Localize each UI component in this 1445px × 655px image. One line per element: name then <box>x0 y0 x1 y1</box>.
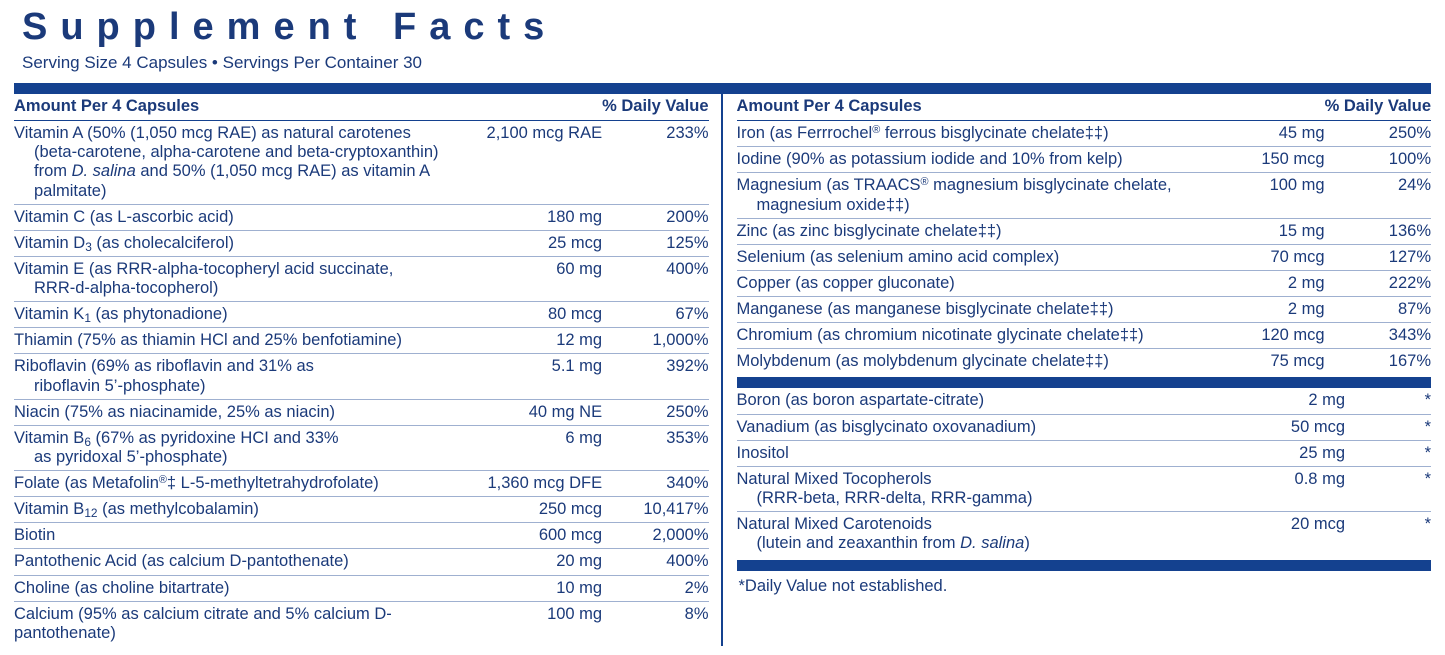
nutrient-amount: 600 mcg <box>462 523 602 549</box>
bottom-divider-bar <box>737 560 1432 571</box>
nutrient-daily-value: * <box>1424 515 1431 533</box>
nutrient-amount: 25 mg <box>1205 440 1345 466</box>
nutrient-name: Copper (as copper gluconate) <box>737 270 1185 296</box>
nutrient-name: Zinc (as zinc bisglycinate chelate‡‡) <box>737 218 1185 244</box>
nutrient-daily-value: 400% <box>602 256 708 301</box>
page-title: Supplement Facts <box>22 6 558 48</box>
nutrient-amount: 5.1 mg <box>462 354 602 399</box>
table-row <box>14 204 709 230</box>
table-row <box>737 270 1432 296</box>
table-header-row <box>737 94 1432 121</box>
nutrient-daily-value: 125% <box>602 230 708 256</box>
nutrient-name: Vanadium (as bisglycinato oxovanadium) <box>737 414 1206 440</box>
left-header-dv: % Daily Value <box>602 94 708 121</box>
nutrient-name: Vitamin $B_{12}$ (as methylcobalamin) <box>14 497 462 523</box>
nutrient-amount: 70 mcg <box>1185 244 1325 270</box>
nutrient-amount: 180 mg <box>462 204 602 230</box>
table-row <box>14 471 709 497</box>
nutrient-amount: 0.8 mg <box>1205 466 1345 511</box>
nutrient-amount: 12 mg <box>462 328 602 354</box>
nutrient-name: Magnesium (as TRAACS® magnesium bisglycinate chelate, magnesium oxide‡‡) <box>737 173 1185 218</box>
nutrient-name: Iron (as Ferrrochel® ferrous bisglycinate chelate‡‡) <box>737 121 1185 147</box>
table-row <box>14 497 709 523</box>
nutrient-name: Manganese (as manganese bisglycinate chelate‡‡) <box>737 297 1185 323</box>
nutrient-name: Molybdenum (as molybdenum glycinate chelate‡‡) <box>736 352 1109 371</box>
nutrient-name: Folate (as Metafolin®‡ L-5-methyltetrahydrofolate) <box>14 471 462 497</box>
nutrient-daily-value: 127% <box>1325 244 1431 270</box>
nutrient-amount: 2 mg <box>1185 270 1325 296</box>
nutrient-name: Natural Mixed Tocopherols (RRR-beta, RRR-delta, RRR-gamma) <box>737 466 1206 511</box>
left-table-body <box>14 94 709 646</box>
nutrient-name: Iodine (90% as potassium iodide and 10% from kelp) <box>737 147 1185 173</box>
nutrient-amount: 40 mg NE <box>462 399 602 425</box>
table-row <box>737 297 1432 323</box>
nutrient-name: Pantothenic Acid (as calcium D-pantothenate) <box>14 549 462 575</box>
nutrient-amount: 15 mg <box>1185 218 1325 244</box>
nutrient-name: Choline (as choline bitartrate) <box>14 575 462 601</box>
table-row <box>737 244 1432 270</box>
nutrient-amount: 2 mg <box>1185 297 1325 323</box>
right-header-spacer <box>1185 94 1325 121</box>
nutrient-name: Vitamin $D_3$ (as cholecalciferol) <box>14 230 462 256</box>
left-header-amount: Amount Per 4 Capsules <box>14 94 462 121</box>
nutrient-amount: 6 mg <box>462 425 602 470</box>
nutrient-daily-value: * <box>1345 440 1431 466</box>
table-row <box>14 425 709 470</box>
nutrient-daily-value: 200% <box>602 204 708 230</box>
nutrient-daily-value: 8% <box>684 604 709 623</box>
nutrient-daily-value: 10,417% <box>602 497 708 523</box>
nutrient-name: Thiamin (75% as thiamin HCl and 25% benfotiamine) <box>14 328 462 354</box>
nutrient-daily-value: 222% <box>1325 270 1431 296</box>
nutrient-amount: 20 mg <box>462 549 602 575</box>
table-row <box>14 399 709 425</box>
nutrient-amount: 25 mcg <box>462 230 602 256</box>
nutrient-name: Inositol <box>737 440 1206 466</box>
nutrient-daily-value: 67% <box>602 302 708 328</box>
nutrient-amount: 10 mg <box>462 575 602 601</box>
nutrient-daily-value: 392% <box>602 354 708 399</box>
table-row <box>14 328 709 354</box>
right-nutrient-table-2 <box>737 388 1432 556</box>
nutrient-name: Vitamin C (as L-ascorbic acid) <box>14 204 462 230</box>
table-row <box>14 575 709 601</box>
nutrient-daily-value: 87% <box>1325 297 1431 323</box>
facts-columns <box>10 94 1435 646</box>
right-header-dv: % Daily Value <box>1325 94 1431 121</box>
table-row <box>14 302 709 328</box>
nutrient-daily-value: 233% <box>602 121 708 205</box>
nutrient-amount: 75 mcg <box>1270 352 1325 371</box>
table-row <box>14 354 709 399</box>
nutrient-amount: 100 mg <box>1185 173 1325 218</box>
nutrient-name: Selenium (as selenium amino acid complex) <box>737 244 1185 270</box>
right-header-amount: Amount Per 4 Capsules <box>737 94 1185 121</box>
nutrient-amount: 120 mcg <box>1185 323 1325 349</box>
table-row <box>14 256 709 301</box>
nutrient-daily-value: * <box>1345 466 1431 511</box>
table-row <box>737 466 1432 511</box>
table-row <box>737 440 1432 466</box>
nutrient-name: Niacin (75% as niacinamide, 25% as niacin) <box>14 399 462 425</box>
left-column <box>14 94 723 646</box>
daily-value-footnote: *Daily Value not established. <box>738 577 948 596</box>
nutrient-daily-value: 2,000% <box>602 523 708 549</box>
table-row <box>14 121 709 205</box>
nutrient-amount: 100 mg <box>547 604 603 623</box>
table-row <box>737 218 1432 244</box>
table-row <box>14 601 709 646</box>
table-row <box>737 147 1432 173</box>
nutrient-amount: 50 mcg <box>1205 414 1345 440</box>
nutrient-daily-value: 136% <box>1325 218 1431 244</box>
middle-divider-bar <box>737 377 1432 388</box>
table-row <box>737 121 1432 147</box>
nutrient-name: Vitamin E (as RRR-alpha-tocopheryl acid succinate, RRR-d-alpha-tocopherol) <box>14 256 462 301</box>
nutrient-daily-value: 250% <box>602 399 708 425</box>
nutrient-daily-value: 343% <box>1325 323 1431 349</box>
nutrient-daily-value: 340% <box>602 471 708 497</box>
table-row <box>737 388 1432 414</box>
serving-info: Serving Size 4 Capsules • Servings Per Container 30 <box>22 53 422 72</box>
nutrient-amount: 80 mcg <box>462 302 602 328</box>
nutrient-name: Vitamin A (50% (1,050 mcg RAE) as natural carotenes (beta-carotene, alpha-carotene and beta-cryptoxanthin) from D. salina and 50% (1,050 mcg RAE) as vitamin A palmitate) <box>14 121 462 205</box>
nutrient-daily-value: 100% <box>1325 147 1431 173</box>
nutrient-daily-value: * <box>1345 388 1431 414</box>
nutrient-daily-value: 400% <box>602 549 708 575</box>
table-row <box>14 230 709 256</box>
nutrient-amount: 60 mg <box>462 256 602 301</box>
nutrient-name: Boron (as boron aspartate-citrate) <box>737 388 1206 414</box>
nutrient-amount: 150 mcg <box>1185 147 1325 173</box>
table-row <box>737 414 1432 440</box>
table-row <box>737 323 1432 349</box>
right-column <box>723 94 1432 646</box>
table-row <box>737 173 1432 218</box>
table-row <box>14 549 709 575</box>
nutrient-daily-value: 1,000% <box>602 328 708 354</box>
table-row <box>737 349 1432 375</box>
table-row <box>737 512 1432 557</box>
nutrient-daily-value: 250% <box>1325 121 1431 147</box>
nutrient-daily-value: 353% <box>602 425 708 470</box>
nutrient-amount: 45 mg <box>1185 121 1325 147</box>
nutrient-name: Vitamin $B_6$ (67% as pyridoxine HCI and 33% as pyridoxal 5’-phosphate) <box>14 425 462 470</box>
nutrient-amount: 250 mcg <box>462 497 602 523</box>
left-nutrient-table <box>14 94 709 646</box>
nutrient-daily-value: 2% <box>602 575 708 601</box>
nutrient-name: Vitamin $K_1$ (as phytonadione) <box>14 302 462 328</box>
table-row <box>14 523 709 549</box>
nutrient-amount: 2,100 mcg RAE <box>462 121 602 205</box>
nutrient-name: Calcium (95% as calcium citrate and 5% calcium D-pantothenate) <box>14 604 392 642</box>
nutrient-amount: 20 mcg <box>1290 515 1345 533</box>
top-divider-bar <box>14 83 1431 94</box>
nutrient-amount: 2 mg <box>1205 388 1345 414</box>
nutrient-daily-value: 24% <box>1325 173 1431 218</box>
nutrient-daily-value: * <box>1345 414 1431 440</box>
right-table-body-2 <box>737 388 1432 556</box>
left-header-spacer <box>462 94 602 121</box>
right-nutrient-table <box>737 94 1432 374</box>
right-table-body <box>737 94 1432 374</box>
nutrient-amount: 1,360 mcg DFE <box>462 471 602 497</box>
table-header-row <box>14 94 709 121</box>
nutrient-name: Chromium (as chromium nicotinate glycinate chelate‡‡) <box>737 323 1185 349</box>
nutrient-name: Natural Mixed Carotenoids (lutein and zeaxanthin from D. salina) <box>736 515 1030 553</box>
nutrient-name: Biotin <box>14 523 462 549</box>
nutrient-daily-value: 167% <box>1388 352 1431 371</box>
nutrient-name: Riboflavin (69% as riboflavin and 31% as riboflavin 5’-phosphate) <box>14 354 462 399</box>
